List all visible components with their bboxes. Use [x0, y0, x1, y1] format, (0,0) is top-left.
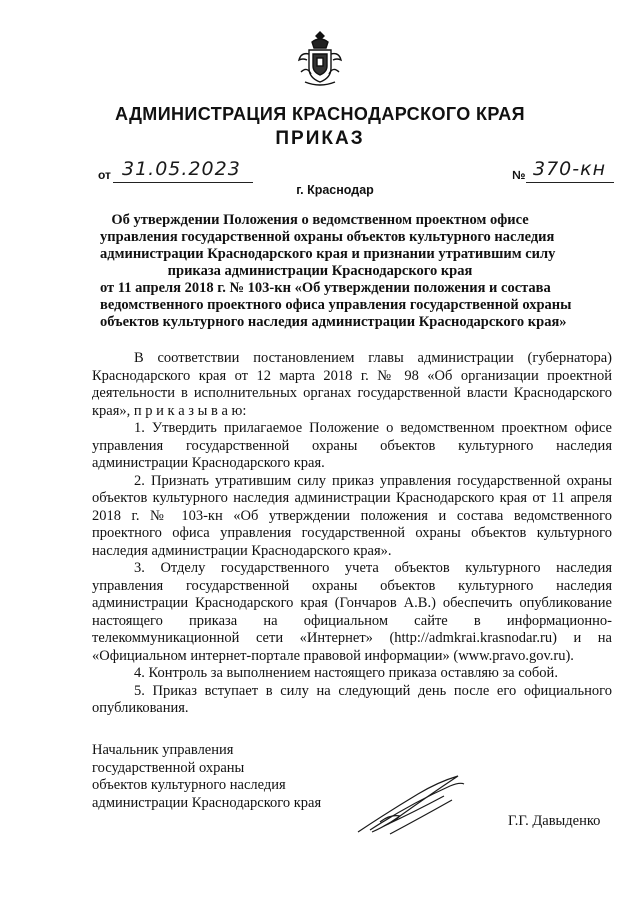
number-value: 370-кн	[533, 158, 607, 180]
title-line: объектов культурного наследия администрации Краснодарского края»	[100, 314, 567, 330]
item-2-paragraph: 2. Признать утратившим силу приказ управления государственной охраны объектов культурного наследия администрации Краснодарского края от 11 апреля 2018 г. № 103-кн «Об утверждении положения и состава ведомственного проектного офиса управления государственной охраны объектов культурного наследия администрации Краснодарского края».	[92, 472, 612, 559]
title-line: администрации Краснодарского края и признании утратившим силу	[100, 246, 556, 262]
number-label: №	[512, 168, 526, 182]
organization-name: АДМИНИСТРАЦИЯ КРАСНОДАРСКОГО КРАЯ	[115, 104, 525, 124]
document-type: ПРИКАЗ	[275, 128, 365, 149]
item-5-paragraph: 5. Приказ вступает в силу на следующий день после его официального опубликования.	[92, 682, 612, 716]
city: г. Краснодар	[296, 183, 374, 197]
signer-position-line: государственной охраны	[92, 759, 245, 776]
title-line: управления государственной охраны объектов культурного наследия	[100, 229, 555, 245]
signer-position-line: Начальник управления	[92, 742, 234, 758]
title-line: Об утверждении Положения о ведомственном проектном офисе	[111, 212, 529, 228]
signer-position	[92, 742, 321, 812]
signer-position-line: администрации Краснодарского края	[92, 794, 322, 811]
date-label: от	[98, 168, 111, 182]
preamble-paragraph: В соответствии постановлением главы администрации (губернатора) Краснодарского края от 12 марта 2018 г. № 98 «Об организации проектной деятельности в исполнительных органах государственной власти Краснодарского края», п р и к а з ы в а ю:	[92, 350, 612, 419]
item-4-paragraph: 4. Контроль за выполнением настоящего приказа оставляю за собой.	[134, 665, 558, 681]
signer-position-line: объектов культурного наследия	[92, 777, 286, 793]
coat-of-arms-icon	[295, 28, 345, 88]
document-body	[92, 350, 612, 718]
date-value: 31.05.2023	[122, 158, 241, 180]
title-line: приказа администрации Краснодарского края	[167, 263, 473, 279]
item-1-paragraph: 1. Утвердить прилагаемое Положение о ведомственном проектном офисе управления государственной охраны объектов культурного наследия администрации Краснодарского края.	[92, 420, 612, 471]
document-title	[100, 212, 572, 331]
item-3-paragraph: 3. Отделу государственного учета объектов культурного наследия управления государственной охраны объектов культурного наследия администрации Краснодарского края (Гончаров А.В.) обеспечить опубликование настоящего приказа на официальном сайте в информационно-телекоммуникационной сети «Интернет» (http://admkrai.krasnodar.ru) и на «Официальном интернет-портале правовой информации» (www.pravo.gov.ru).	[92, 560, 612, 664]
title-line: ведомственного проектного офиса управления государственной охраны	[100, 297, 572, 313]
title-line: от 11 апреля 2018 г. № 103-кн «Об утверждении положения и состава	[100, 280, 551, 296]
signature-mark	[350, 772, 470, 842]
signer-name: Г.Г. Давыденко	[508, 813, 601, 829]
